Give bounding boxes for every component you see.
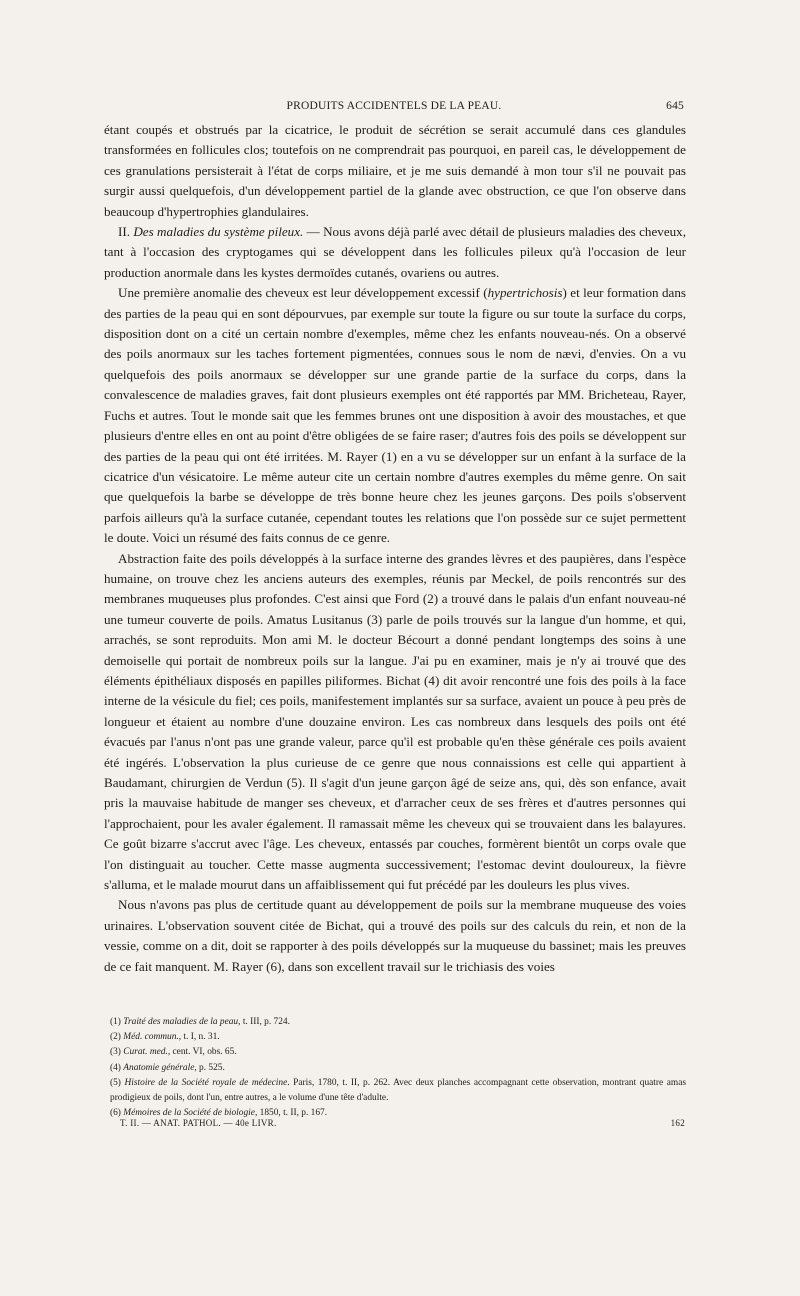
footnote-title: Anatomie générale bbox=[123, 1062, 195, 1073]
footnote-mark: (2) bbox=[110, 1032, 121, 1043]
main-text bbox=[104, 120, 686, 977]
footnote-mark: (6) bbox=[110, 1108, 121, 1119]
footnote-text: , p. 525. bbox=[194, 1062, 225, 1073]
footnote-mark: (1) bbox=[110, 1017, 121, 1027]
paragraph-text: étant coupés et obstrués par la cicatrice, le produit de sécrétion se serait accumulé dans ces glandules transformées en follicules clos; toutefois on ne comprendrait pas pourquoi, en pareil cas, le développement de ces granulations persisterait à l'état de corps miliaire, et je me suis demandé à mon tour s'il ne pouvait pas surgir aussi quelquefois, d'un développement partiel de la glande avec obstruction, ce que l'on observe dans beaucoup d'hypertrophies glandulaires. bbox=[104, 122, 686, 219]
footnote bbox=[104, 1045, 686, 1060]
paragraph-text: Nous n'avons pas plus de certitude quant au développement de poils sur la membrane muqueuse des voies urinaires. L'observation souvent citée de Bichat, qui a trouvé des poils sur des calculs du rein, et non de la vessie, comme on a dit, doit se rapporter à des poils développés sur la muqueuse du bassinet; mais les preuves de ce fait manquent. M. Rayer (6), dans son excellent travail sur le trichiasis des voies bbox=[104, 897, 686, 974]
footnote-title: Traité des maladies de la peau bbox=[123, 1017, 239, 1027]
paragraph bbox=[104, 283, 686, 548]
footnote-title: Méd. commun. bbox=[123, 1032, 179, 1043]
footnote-title: Mémoires de la Société de biologie bbox=[123, 1108, 255, 1119]
footnote-title: Histoire de la Société royale de médecine bbox=[124, 1077, 288, 1088]
paragraph-text: — Nous avons déjà parlé avec détail de plusieurs maladies des cheveux, tant à l'occasion des cryptogames qui se développent dans les follicules pileux qu'à l'occasion de leur production anormale dans les kystes dermoïdes cutanés, ovariens ou autres. bbox=[104, 224, 686, 280]
footnote bbox=[104, 1076, 686, 1106]
volume-signature: T. II. — ANAT. PATHOL. — 40e LIVR. bbox=[120, 1118, 277, 1128]
section-number: II. bbox=[118, 224, 130, 240]
paragraph-text: Abstraction faite des poils développés à la surface interne des grandes lèvres et des paupières, dans l'espèce humaine, on trouve chez les anciens auteurs des exemples, réunis par Meckel, de poils rencontrés sur des membranes muqueuses plus profondes. C'est ainsi que Ford (2) a trouvé dans le palais d'un enfant nouveau-né une tumeur couverte de poils. Amatus Lusitanus (3) parle de poils trouvés sur la langue d'un homme, et qui, arrachés, se sont reproduits. Mon ami M. le docteur Bécourt a donné pendant longtemps des soins à une demoiselle qui portait de nombreux poils sur la langue. J'ai pu en examiner, mais je n'y ai trouvé que des éléments épithéliaux disposés en papilles piliformes. Bichat (4) dit avoir rencontré une fois des poils à la face interne de la vésicule du fiel; ces poils, manifestement implantés sur sa surface, avaient un pouce à peu près de longueur et étaient au nombre d'une douzaine environ. Les cas nombreux dans lesquels des poils ont été évacués par l'anus n'ont pas une grande valeur, parce qu'il est probable qu'en thèse générale ces poils avaient été ingérés. L'observation la plus curieuse de ce genre que nous connaissions est celle qui appartient à Baudamant, chirurgien de Verdun (5). Il s'agit d'un jeune garçon âgé de seize ans, qui, dès son enfance, avait pris la mauvaise habitude de manger ses cheveux, et d'arracher ceux de ses frères et d'autres personnes qui l'approchaient, pour les avaler également. Il ramassait même les cheveux qui se trouvaient dans les balayures. Ce goût bizarre s'accrut avec l'âge. Les cheveux, entassés par couches, formèrent bientôt un corps ovale que l'on distinguait au toucher. Cette masse augmenta successivement; l'estomac devint douloureux, la fièvre s'alluma, et le malade mourut dans un affaiblissement qui fut précédé par les douleurs les plus vives. bbox=[104, 550, 686, 893]
footnote-text: . Paris, 1780, t. II, p. 262. Avec deux planches accompagnant cette observation, montrant quatre amas prodigieux de poils, dont l'un, entre autres, a le volume d'une tête d'adulte. bbox=[110, 1077, 687, 1104]
footnotes bbox=[104, 1015, 686, 1121]
page-number: 645 bbox=[666, 100, 684, 112]
footnote-mark: (5) bbox=[110, 1077, 121, 1088]
footnote-title: Curat. med. bbox=[123, 1047, 168, 1058]
paragraph bbox=[104, 895, 686, 977]
printer-signature bbox=[120, 1118, 685, 1130]
footnote bbox=[104, 1015, 686, 1030]
paragraph-text: Une première anomalie des cheveux est leur développement excessif ( bbox=[118, 285, 488, 301]
section-title: Des maladies du système pileux. bbox=[133, 224, 304, 240]
paragraph bbox=[104, 549, 686, 896]
term-italic: hypertrichosis bbox=[487, 285, 563, 301]
running-title: PRODUITS ACCIDENTELS DE LA PEAU. bbox=[286, 100, 502, 112]
footnote-text: , 1850, t. II, p. 167. bbox=[254, 1108, 328, 1119]
footnote-mark: (4) bbox=[110, 1062, 121, 1073]
paragraph bbox=[104, 120, 686, 222]
footnote bbox=[104, 1061, 686, 1076]
footnote bbox=[104, 1030, 686, 1045]
sheet-number: 162 bbox=[670, 1118, 685, 1128]
paragraph-text: ) et leur formation dans des parties de la peau qui en sont dépourvues, par exemple sur toute la figure ou sur toute la surface du corps, disposition dont on a cité un certain nombre d'exemples, même chez les enfants nouveau-nés. On a observé des poils anormaux sur les taches fortement pigmentées, connues sous le nom de nævi, d'envies. On a vu quelquefois des poils anormaux se développer sur une grande partie de la surface du corps, dans la convalescence de maladies graves, fait dont plusieurs exemples ont été rapportés par MM. Bricheteau, Rayer, Fuchs et autres. Tout le monde sait que les femmes brunes ont une disposition à avoir des moustaches, et que plusieurs d'entre elles en ont au point d'être obligées de se faire raser; d'autres fois des poils se développent sur des parties de la peau qui ont été irritées. M. Rayer (1) en a vu se développer sur un enfant à la surface de la cicatrice d'un vésicatoire. Le même auteur cite un certain nombre d'autres exemples du même genre. On sait que quelquefois la barbe se développe de très bonne heure chez les jeunes garçons. Des poils s'observent parfois ailleurs qu'à la surface cutanée, cependant toutes les relations que l'on possède sur ce sujet permettent le doute. Voici un résumé des faits connus de ce genre. bbox=[104, 285, 686, 546]
footnote-mark: (3) bbox=[110, 1047, 121, 1058]
section-paragraph bbox=[104, 222, 686, 283]
footnote-text: , t. III, p. 724. bbox=[238, 1017, 290, 1027]
footnote-text: , t. I, n. 31. bbox=[178, 1032, 220, 1043]
running-header bbox=[104, 100, 684, 116]
footnote-text: , cent. VI, obs. 65. bbox=[167, 1047, 237, 1058]
